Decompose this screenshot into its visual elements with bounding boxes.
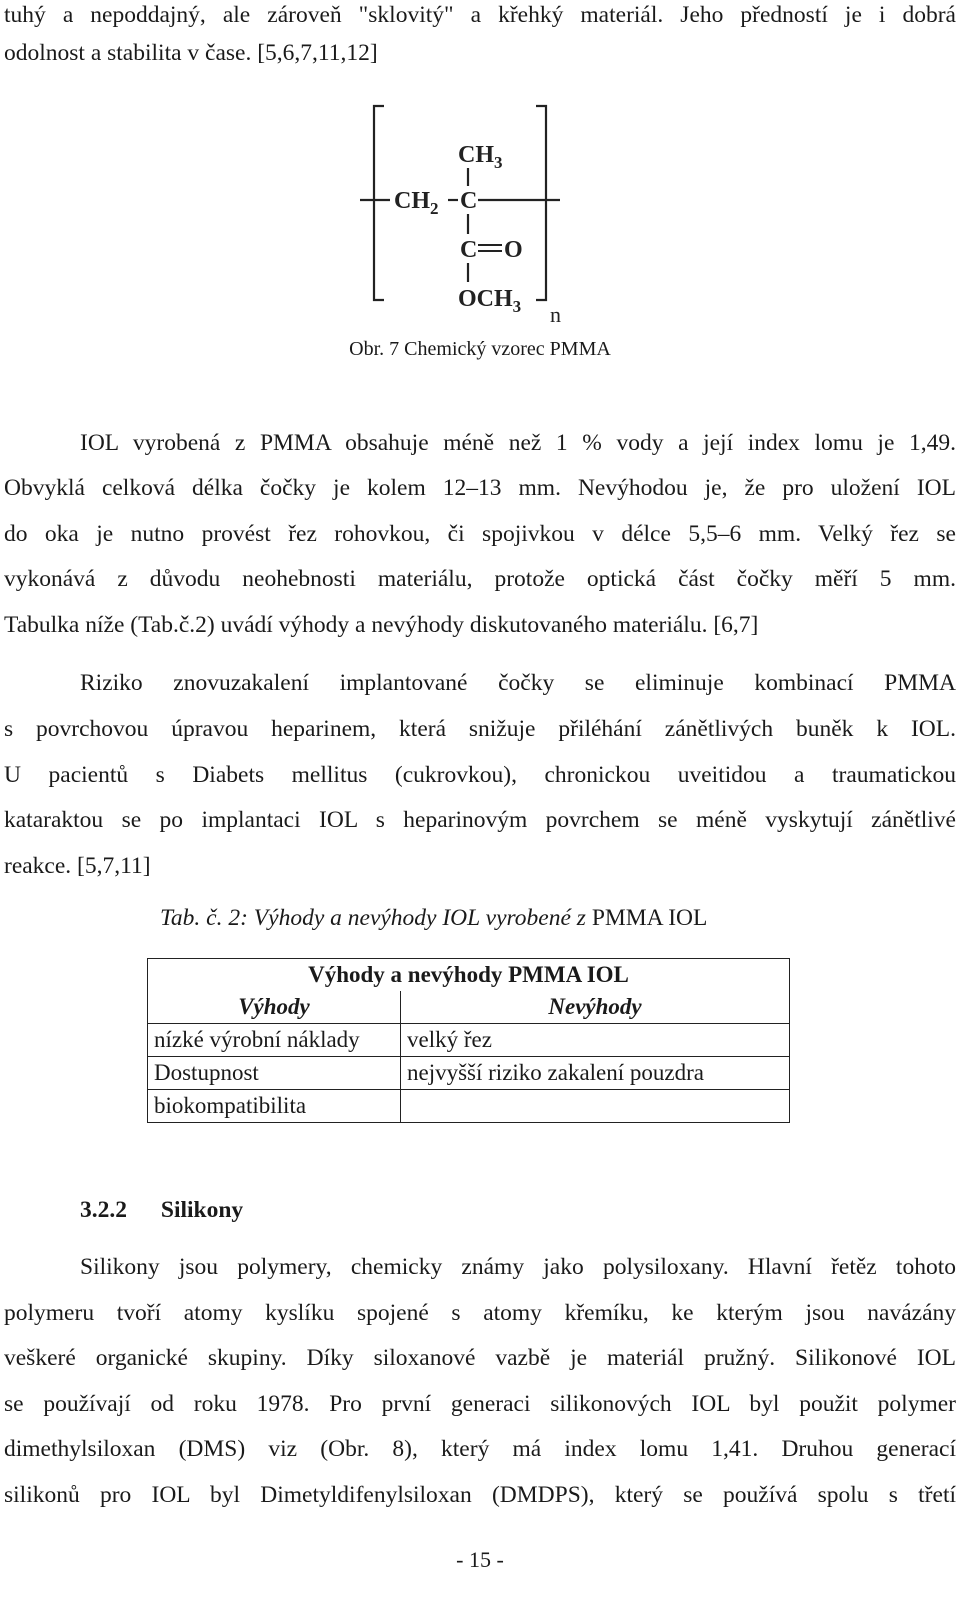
text-line: Riziko znovuzakalení implantované čočky se eliminuje kombinací PMMA xyxy=(80,670,956,696)
text-line: kataraktou se po implantaci IOL s heparinovým povrchem se méně vyskytují zánětlivé xyxy=(4,807,956,833)
text-line: do oka je nutno provést řez rohovkou, či spojivkou v délce 5,5–6 mm. Velký řez se xyxy=(4,521,956,547)
table-row xyxy=(148,1057,790,1090)
text-line: Silikony jsou polymery, chemicky známy jako polysiloxany. Hlavní řetěz tohoto xyxy=(80,1254,956,1280)
ch3-top-label: $CH_3$ xyxy=(458,142,503,172)
table-header-advantages: Výhody xyxy=(148,991,401,1024)
table-row xyxy=(148,1024,790,1057)
table-header-disadvantages: Nevýhody xyxy=(401,991,790,1024)
section-title: Silikony xyxy=(160,1197,244,1223)
right-bracket xyxy=(536,106,546,300)
table-caption-upright: PMMA IOL xyxy=(591,905,708,931)
pmma-table xyxy=(147,958,790,1123)
carbonyl-o-label: O xyxy=(504,237,523,263)
carbonyl-c-label: C xyxy=(460,237,478,263)
table-cell: nízké výrobní náklady xyxy=(148,1024,401,1057)
text-line: reakce. [5,7,11] xyxy=(4,853,151,879)
page-number: - 15 - xyxy=(456,1547,504,1572)
table-cell: Dostupnost xyxy=(148,1057,401,1090)
text-line: se používají od roku 1978. Pro první generaci silikonových IOL byl použit polymer xyxy=(4,1391,956,1417)
table-cell xyxy=(401,1090,790,1123)
text-line: odolnost a stabilita v čase. [5,6,7,11,12] xyxy=(4,40,378,66)
section-number: 3.2.2 xyxy=(80,1197,127,1223)
table-title: Výhody a nevýhody PMMA IOL xyxy=(148,959,790,992)
c-label: C xyxy=(460,188,478,214)
left-bracket xyxy=(374,106,384,300)
table-caption xyxy=(160,903,707,933)
text-line: IOL vyrobená z PMMA obsahuje méně než 1 % vody a její index lomu je 1,49. xyxy=(80,430,956,456)
text-line: veškeré organické skupiny. Díky siloxanové vazbě je materiál pružný. Silikonové IOL xyxy=(4,1345,956,1371)
table-cell: biokompatibilita xyxy=(148,1090,401,1123)
text-line: U pacientů s Diabets mellitus (cukrovkou), chronickou uveitidou a traumatickou xyxy=(4,762,956,788)
text-line: dimethylsiloxan (DMS) viz (Obr. 8), který má index lomu 1,41. Druhou generací xyxy=(4,1436,956,1462)
figure-caption: Obr. 7 Chemický vzorec PMMA xyxy=(349,338,611,360)
section-heading xyxy=(80,1195,243,1225)
table-cell: velký řez xyxy=(401,1024,790,1057)
och3-label: $OCH_3$ xyxy=(458,286,522,316)
ch2-label: $CH_2$ xyxy=(394,188,439,218)
text-line: vykonává z důvodu neohebnosti materiálu, protože optická část čočky měří 5 mm. xyxy=(4,566,956,592)
text-line: tuhý a nepoddajný, ale zároveň "sklovitý" a křehký materiál. Jeho předností je i dobrá xyxy=(4,2,956,28)
text-line: s povrchovou úpravou heparinem, která snižuje přiléhání zánětlivých buněk k IOL. xyxy=(4,716,956,742)
table-row xyxy=(148,1090,790,1123)
text-line: silikonů pro IOL byl Dimetyldifenylsiloxan (DMDPS), který se používá spolu s třetí xyxy=(4,1482,956,1508)
table-cell: nejvyšší riziko zakalení pouzdra xyxy=(401,1057,790,1090)
text-line: polymeru tvoří atomy kyslíku spojené s atomy křemíku, ke kterým jsou navázány xyxy=(4,1300,956,1326)
pmma-structural-formula xyxy=(360,100,580,330)
text-line: Obvyklá celková délka čočky je kolem 12–13 mm. Nevýhodou je, že pro uložení IOL xyxy=(4,475,956,501)
table-caption-italic: Tab. č. 2: Výhody a nevýhody IOL vyrobené z xyxy=(160,905,586,931)
repeat-n-label: n xyxy=(550,302,561,327)
text-line: Tabulka níže (Tab.č.2) uvádí výhody a nevýhody diskutovaného materiálu. [6,7] xyxy=(4,612,759,638)
